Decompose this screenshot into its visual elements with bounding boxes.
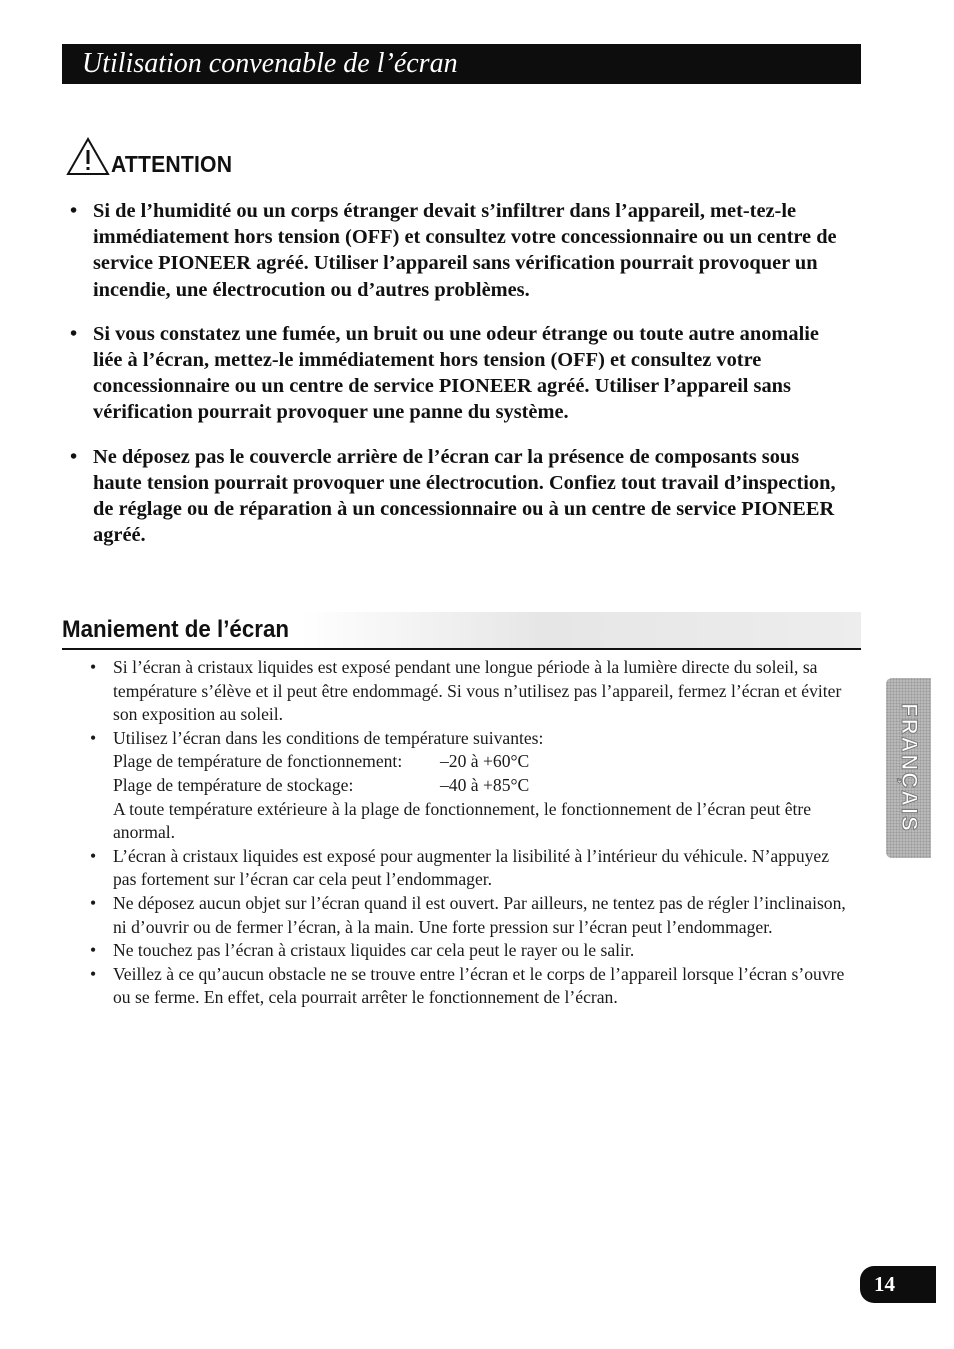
list-item xyxy=(90,845,850,892)
attention-item xyxy=(70,321,850,426)
bullet: • xyxy=(90,940,97,961)
temperature-label: Plage de température de stockage: xyxy=(113,774,354,795)
attention-heading xyxy=(66,136,243,176)
list-item xyxy=(90,727,850,845)
attention-label: ATTENTION xyxy=(111,151,233,177)
bullet: • xyxy=(70,200,78,222)
warning-triangle-icon xyxy=(66,136,110,176)
attention-item xyxy=(70,198,850,303)
bullet: • xyxy=(90,727,97,748)
section-heading xyxy=(62,612,861,650)
bullet: • xyxy=(90,892,97,913)
temperature-value: –20 à +60°C xyxy=(440,751,530,772)
bullet: • xyxy=(70,322,78,345)
list-item xyxy=(90,963,850,1010)
bullet: • xyxy=(70,445,78,468)
list-item-text: Ne déposez aucun objet sur l’écran quand il est ouvert. Par ailleurs, ne tentez pas de régler l’inclinaison, ni d’ouvrir ou de fermer l’écran, à la main. Une forte pression sur l’écran peut l’endommager. xyxy=(113,892,846,937)
list-item-text: Si l’écran à cristaux liquides est exposé pendant une longue période à la lumière directe du soleil, sa température s’élève et il peut être endommagé. Si vous n’utilisez pas l’appareil, fermez l’écran et éviter son exposition au soleil. xyxy=(113,657,842,725)
language-tab xyxy=(886,678,931,858)
list-item xyxy=(90,656,850,727)
page-title: Utilisation convenable de l’écran xyxy=(82,48,458,79)
attention-item-text: Si vous constatez une fumée, un bruit ou une odeur étrange ou toute autre anomalie liée à l’écran, mettez-le immédiatement hors tension (OFF) et consultez votre concessionnaire ou un centre de service PIONEER agréé. Utiliser l’appareil sans vérification pourrait provoquer une panne du système. xyxy=(93,322,819,424)
list-item-note: A toute température extérieure à la plage de fonctionnement, le fonctionnement de l’écran peut être anormal. xyxy=(113,798,812,843)
list-item xyxy=(90,939,850,963)
section-heading-text: Maniement de l’écran xyxy=(62,616,289,643)
temperature-value: –40 à +85°C xyxy=(440,774,530,795)
bullet: • xyxy=(90,845,97,866)
bullet: • xyxy=(90,657,97,677)
attention-item-text: Si de l’humidité ou un corps étranger devait s’infiltrer dans l’appareil, met-tez-le immédiatement hors tension (OFF) et consultez votre concessionnaire ou un centre de service PIONEER agréé. Utiliser l’appareil sans vérification pourrait provoquer un incendie, une électrocution ou d’autres problèmes. xyxy=(93,200,837,301)
attention-item-text: Ne déposez pas le couvercle arrière de l’écran car la présence de composants sous haute tension pourrait provoquer une électrocution. Confiez tout travail d’inspection, de réglage ou de réparation à un concessionnaire ou à un centre de service PIONEER agréé. xyxy=(93,445,836,547)
language-tab-label: FRANÇAIS xyxy=(896,703,922,833)
page-title-bar xyxy=(62,44,861,84)
temperature-row-storage xyxy=(113,774,850,798)
list-item-text: Utilisez l’écran dans les conditions de température suivantes: xyxy=(113,727,544,748)
temperature-row-operating xyxy=(113,750,850,774)
list-item xyxy=(90,892,850,939)
attention-item xyxy=(70,444,850,549)
temperature-label: Plage de température de fonctionnement: xyxy=(113,751,403,772)
bullet: • xyxy=(90,963,97,984)
handling-notes-list xyxy=(90,656,850,1010)
list-item-text: Veillez à ce qu’aucun obstacle ne se trouve entre l’écran et le corps de l’appareil lorsque l’écran s’ouvre ou se ferme. En effet, cela pourrait arrêter le fonctionnement de l’écran. xyxy=(113,963,845,1008)
page-number-badge xyxy=(860,1266,936,1303)
list-item-text: L’écran à cristaux liquides est exposé pour augmenter la lisibilité à l’intérieur du véhicule. N’appuyez pas fortement sur l’écran car cela peut l’endommager. xyxy=(113,845,830,890)
page-number: 14 xyxy=(874,1272,895,1296)
attention-list xyxy=(70,198,850,566)
list-item-text: Ne touchez pas l’écran à cristaux liquides car cela peut le rayer ou le salir. xyxy=(113,940,635,961)
